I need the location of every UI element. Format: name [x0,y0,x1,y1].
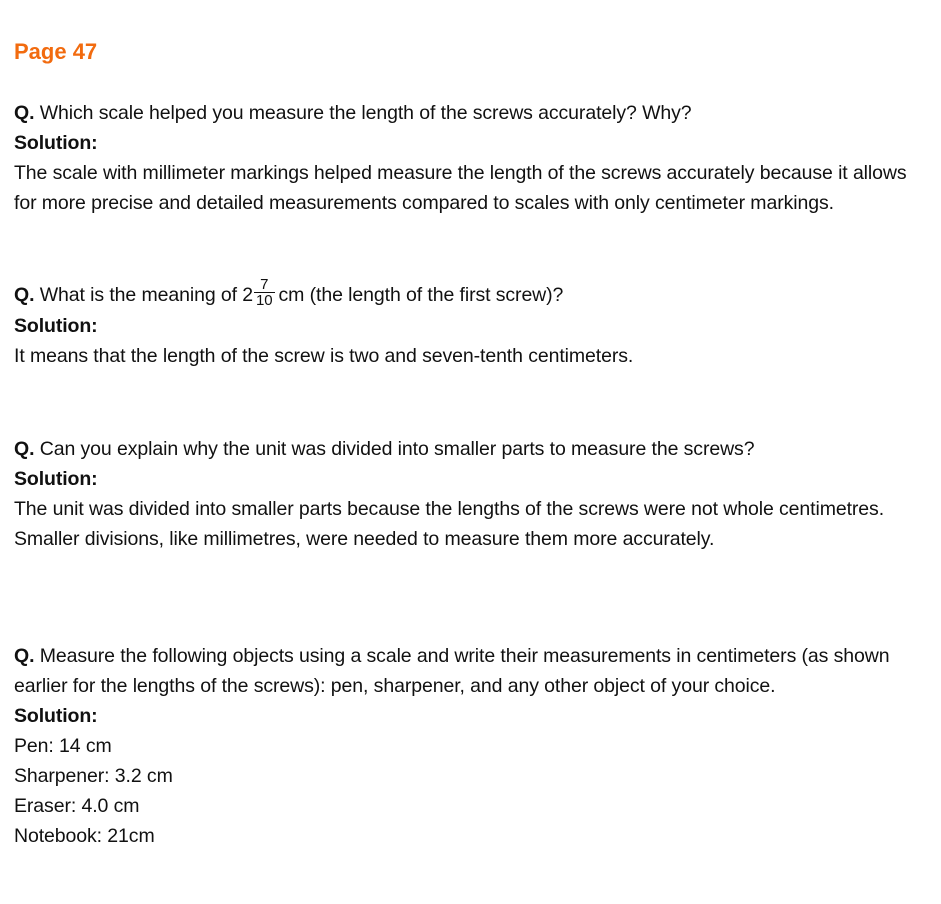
mixed-fraction [254,277,275,308]
solution-label: Solution: [14,315,98,338]
question-body: Measure the following objects using a scale and write their measurements in centimeters (as shown earlier for the lengths of the screws): pen, sharpener, and any other object of your choice. [14,645,890,697]
question-body-after: cm (the length of the first screw)? [278,284,564,306]
question-block-1 [14,98,929,218]
question-text [14,641,929,701]
question-block-3 [14,434,929,554]
fraction-numerator: 7 [254,277,275,293]
answer-line-notebook: Notebook: 21cm [14,825,155,847]
question-block-2 [14,276,929,371]
answer-line-pen: Pen: 14 cm [14,735,112,757]
answer-line-eraser: Eraser: 4.0 cm [14,795,140,817]
solution-text: The scale with millimeter markings helped measure the length of the screws accurately because it allows for more precise and detailed measurements compared to scales with only centimeter markings. [14,162,907,214]
question-text [14,276,929,311]
answer-line-sharpener: Sharpener: 3.2 cm [14,765,173,787]
question-body: Which scale helped you measure the length of the screws accurately? Why? [39,102,692,124]
question-block-4 [14,641,929,851]
question-body-before: What is the meaning of 2 [39,284,254,306]
solution-text: The unit was divided into smaller parts because the lengths of the screws were not whole centimetres. Smaller divisions, like millimetres, were needed to measure them more accurately. [14,498,885,550]
question-label: Q. [14,645,35,667]
question-label: Q. [14,438,35,460]
question-label: Q. [14,284,35,306]
fraction-denominator: 10 [256,292,273,310]
question-text [14,434,929,464]
solution-label: Solution: [14,468,98,490]
solution-label: Solution: [14,132,98,154]
solution-text: It means that the length of the screw is two and seven-tenth centimeters. [14,345,634,368]
solution-label: Solution: [14,705,98,727]
page-title: Page 47 [14,39,98,64]
question-body: Can you explain why the unit was divided into smaller parts to measure the screws? [39,438,755,460]
question-label: Q. [14,102,35,124]
question-text [14,98,929,128]
